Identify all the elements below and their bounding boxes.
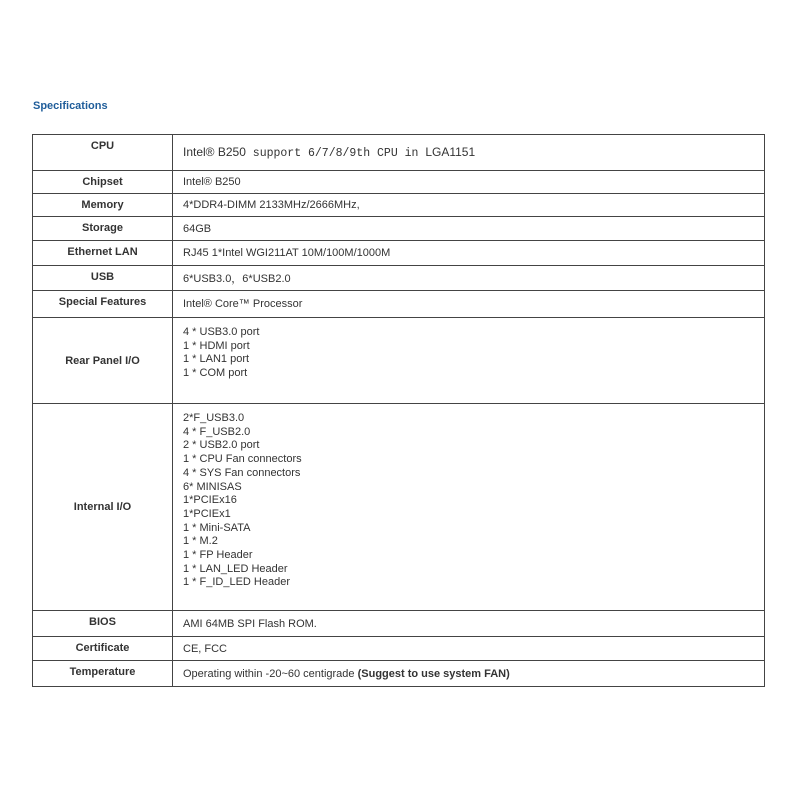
spec-value-line: 1 * HDMI port (183, 339, 250, 352)
spec-label: Certificate (33, 637, 173, 661)
spec-label: Ethernet LAN (33, 241, 173, 266)
spec-value-line: 2 * USB2.0 port (183, 439, 260, 452)
spec-value-line: 4 * SYS Fan connectors (183, 466, 301, 479)
specifications-table (32, 134, 765, 687)
spec-value-text: 64GB (183, 222, 212, 235)
spec-value (173, 171, 765, 194)
spec-value-line: 1*PCIEx1 (183, 507, 231, 520)
spec-value (173, 404, 765, 611)
spec-value (173, 661, 765, 687)
spec-row (33, 661, 765, 687)
spec-value-line: 1 * COM port (183, 367, 248, 380)
spec-value-line: 2*F_USB3.0 (183, 412, 245, 424)
spec-value-line: 1*PCIEx16 (183, 494, 237, 507)
spec-label: Storage (33, 217, 173, 241)
spec-value-text: 6*USB3.0，6*USB2.0 (183, 273, 291, 285)
spec-value-line: 1 * LAN1 port (183, 353, 250, 366)
spec-value-part: support 6/7/8/9th CPU in (245, 147, 426, 160)
spec-label: Special Features (33, 291, 173, 318)
spec-value-line: 1 * CPU Fan connectors (183, 453, 302, 466)
spec-row (33, 404, 765, 611)
page-title: Specifications (33, 100, 108, 112)
spec-value-text: 4*DDR4-DIMM 2133MHz/2666MHz, (183, 199, 360, 211)
spec-row (33, 171, 765, 194)
spec-row (33, 217, 765, 241)
spec-value-text: RJ45 1*Intel WGI211AT 10M/100M/1000M (183, 247, 391, 259)
spec-label: Chipset (33, 171, 173, 194)
spec-value (173, 611, 765, 637)
spec-value-text: Intel® B250 (183, 176, 241, 188)
spec-value-text: CE, FCC (183, 642, 227, 655)
spec-value (173, 266, 765, 291)
spec-label: USB (33, 266, 173, 291)
spec-row (33, 291, 765, 318)
spec-value-text: AMI 64MB SPI Flash ROM. (183, 617, 317, 630)
spec-label: Internal I/O (33, 404, 173, 611)
spec-value-line: 1 * M.2 (183, 535, 218, 548)
spec-value-line: 4 * USB3.0 port (183, 326, 260, 338)
spec-row (33, 241, 765, 266)
spec-value (173, 318, 765, 404)
spec-value-line: 1 * LAN_LED Header (183, 562, 288, 575)
spec-label: Rear Panel I/O (33, 318, 173, 404)
spec-value-line: 1 * F_ID_LED Header (183, 576, 290, 589)
spec-value-line: 6* MINISAS (183, 480, 242, 493)
spec-value (173, 217, 765, 241)
spec-row (33, 318, 765, 404)
spec-row (33, 637, 765, 661)
spec-value-line: 1 * FP Header (183, 549, 253, 562)
spec-value-part: Intel® B250 (183, 145, 246, 159)
spec-value-line: 4 * F_USB2.0 (183, 425, 251, 438)
spec-value (173, 637, 765, 661)
spec-value (173, 135, 765, 171)
spec-value-note: (Suggest to use system FAN) (357, 667, 510, 680)
spec-value-line: 1 * Mini-SATA (183, 521, 251, 534)
spec-label: CPU (33, 135, 173, 171)
spec-row (33, 611, 765, 637)
spec-value (173, 241, 765, 266)
spec-row (33, 266, 765, 291)
spec-value-text: Operating within -20~60 centigrade (183, 667, 358, 680)
spec-label: Temperature (33, 661, 173, 687)
spec-row (33, 135, 765, 171)
spec-value (173, 291, 765, 318)
spec-label: Memory (33, 194, 173, 217)
spec-label: BIOS (33, 611, 173, 637)
spec-value-text: Intel® Core™ Processor (183, 298, 303, 310)
spec-value (173, 194, 765, 217)
spec-row (33, 194, 765, 217)
spec-value-part: LGA1151 (425, 145, 476, 159)
